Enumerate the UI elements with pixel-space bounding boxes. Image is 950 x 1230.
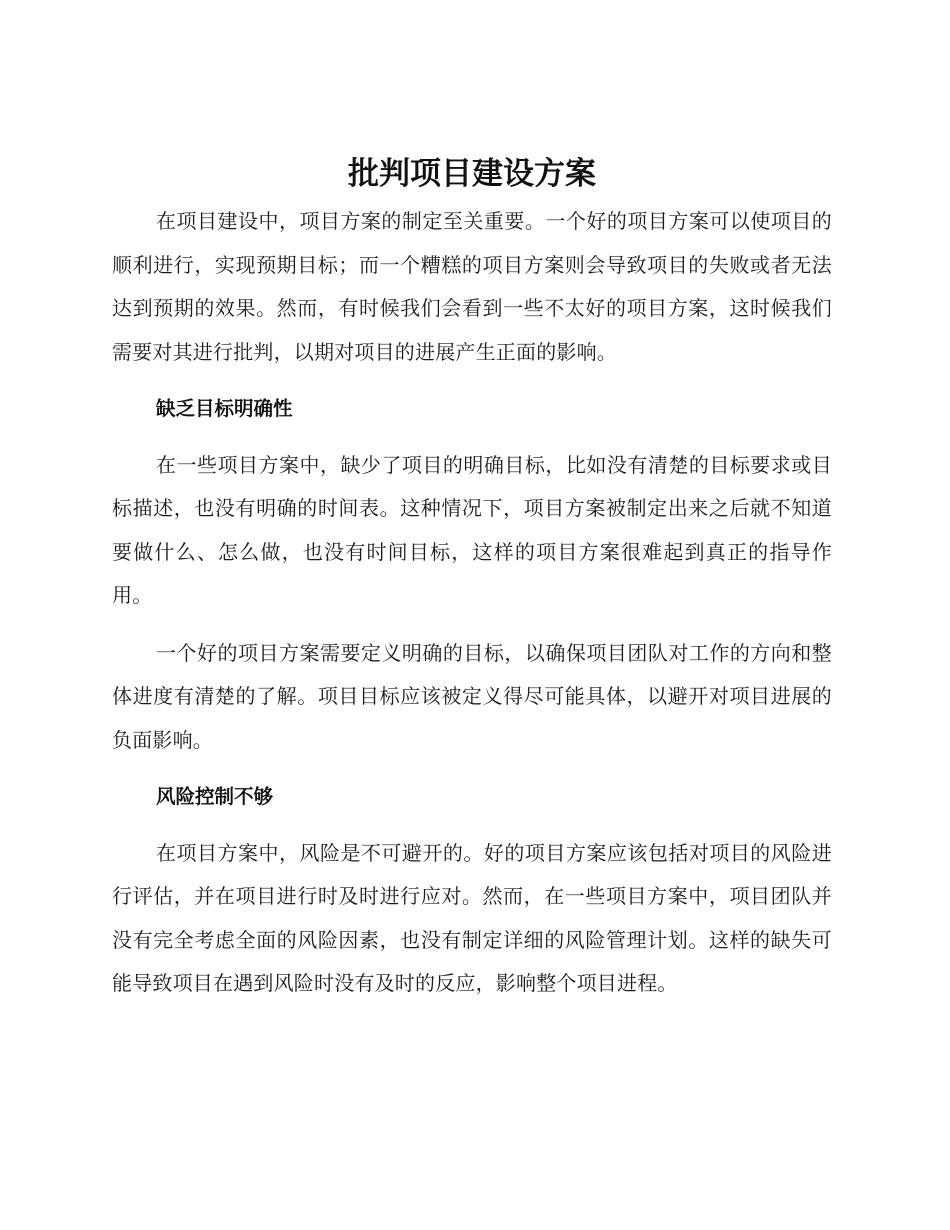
goal-clarity-paragraph-1: 在一些项目方案中，缺少了项目的明确目标，比如没有清楚的目标要求或目标描述，也没有明确的时间表。这种情况下，项目方案被制定出来之后就不知道要做什么、怎么做，也没有时间目标，这样的项目方案很难起到真正的指导作用。	[112, 452, 832, 607]
spacer	[112, 374, 832, 387]
spacer	[112, 618, 832, 632]
spacer	[112, 431, 832, 444]
goal-clarity-paragraph-2: 一个好的项目方案需要定义明确的目标，以确保项目团队对工作的方向和整体进度有清楚的了解。项目目标应该被定义得尽可能具体，以避开对项目进展的负面影响。	[112, 640, 832, 752]
section-heading-risk-control: 风险控制不够	[156, 785, 274, 808]
spacer	[112, 819, 832, 832]
risk-control-paragraph-1: 在项目方案中，风险是不可避开的。好的项目方案应该包括对项目的风险进行评估，并在项目进行时及时进行应对。然而，在一些项目方案中，项目团队并没有完全考虑全面的风险因素，也没有制定详细的风险管理计划。这样的缺失可能导致项目在遇到风险时没有及时的反应，影响整个项目进程。	[112, 840, 832, 995]
intro-paragraph: 在项目建设中，项目方案的制定至关重要。一个好的项目方案可以使项目的顺利进行，实现预期目标；而一个糟糕的项目方案则会导致项目的失败或者无法达到预期的效果。然而，有时候我们会看到一些不太好的项目方案，这时候我们需要对其进行批判，以期对项目的进展产生正面的影响。	[112, 209, 832, 364]
document-page	[112, 148, 832, 1006]
document-title: 批判项目建设方案	[348, 156, 596, 192]
spacer	[112, 762, 832, 775]
section-heading-goal-clarity: 缺乏目标明确性	[156, 397, 293, 420]
